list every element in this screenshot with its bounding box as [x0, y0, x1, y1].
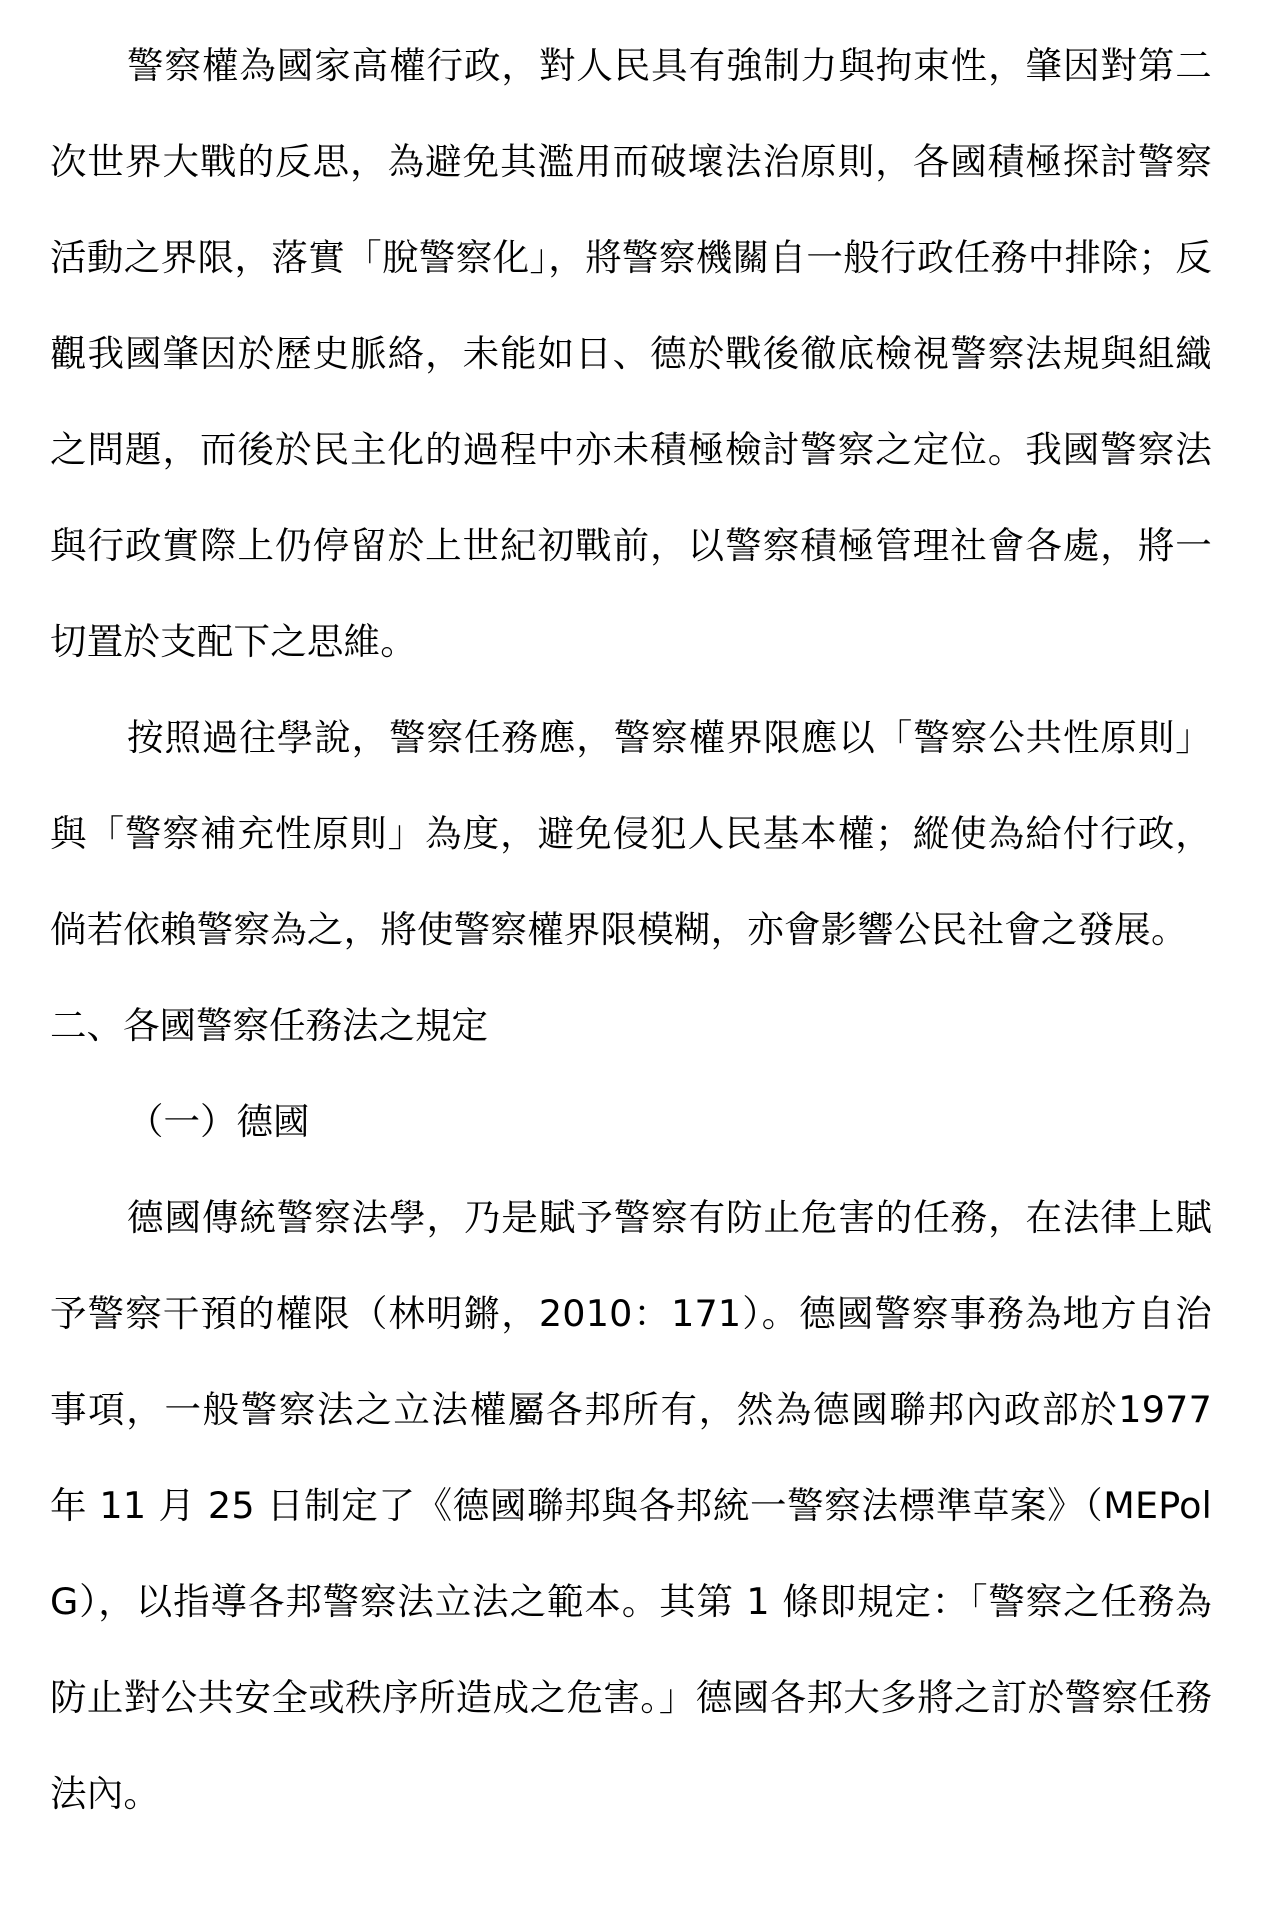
- paragraph-police-power: 警察權為國家高權行政，對人民具有強制力與拘束性，肇因對第二次世界大戰的反思，為避免其濫用而破壞法治原則，各國積極探討警察活動之界限，落實「脫警察化」，將警察機關自一般行政任務中排除；反觀我國肇因於歷史脈絡，未能如日、德於戰後徹底檢視警察法規與組織之問題，而後於民主化的過程中亦未積極檢討警察之定位。我國警察法與行政實際上仍停留於上世紀初戰前，以警察積極管理社會各處，將一切置於支配下之思維。: [50, 44, 1212, 663]
- subsection-heading: （一）德國: [127, 1100, 310, 1143]
- document-body: [50, 18, 1212, 1842]
- section-heading: 二、各國警察任務法之規定: [50, 1004, 488, 1047]
- paragraph-past-theory: 按照過往學說，警察任務應，警察權界限應以「警察公共性原則」與「警察補充性原則」為度，避免侵犯人民基本權；縱使為給付行政，倘若依賴警察為之，將使警察權界限模糊，亦會影響公民社會之發展。: [50, 716, 1212, 951]
- paragraph-germany: 德國傳統警察法學，乃是賦予警察有防止危害的任務，在法律上賦予警察干預的權限（林明鏘，2010：171）。德國警察事務為地方自治事項，一般警察法之立法權屬各邦所有，然為德國聯邦內政部於1977 年 11 月 25 日制定了《德國聯邦與各邦統一警察法標準草案》（MEPolG），以指導各邦警察法立法之範本。其第 1 條即規定：「警察之任務為防止對公共安全或秩序所造成之危害。」德國各邦大多將之訂於警察任務法內。: [50, 1196, 1212, 1815]
